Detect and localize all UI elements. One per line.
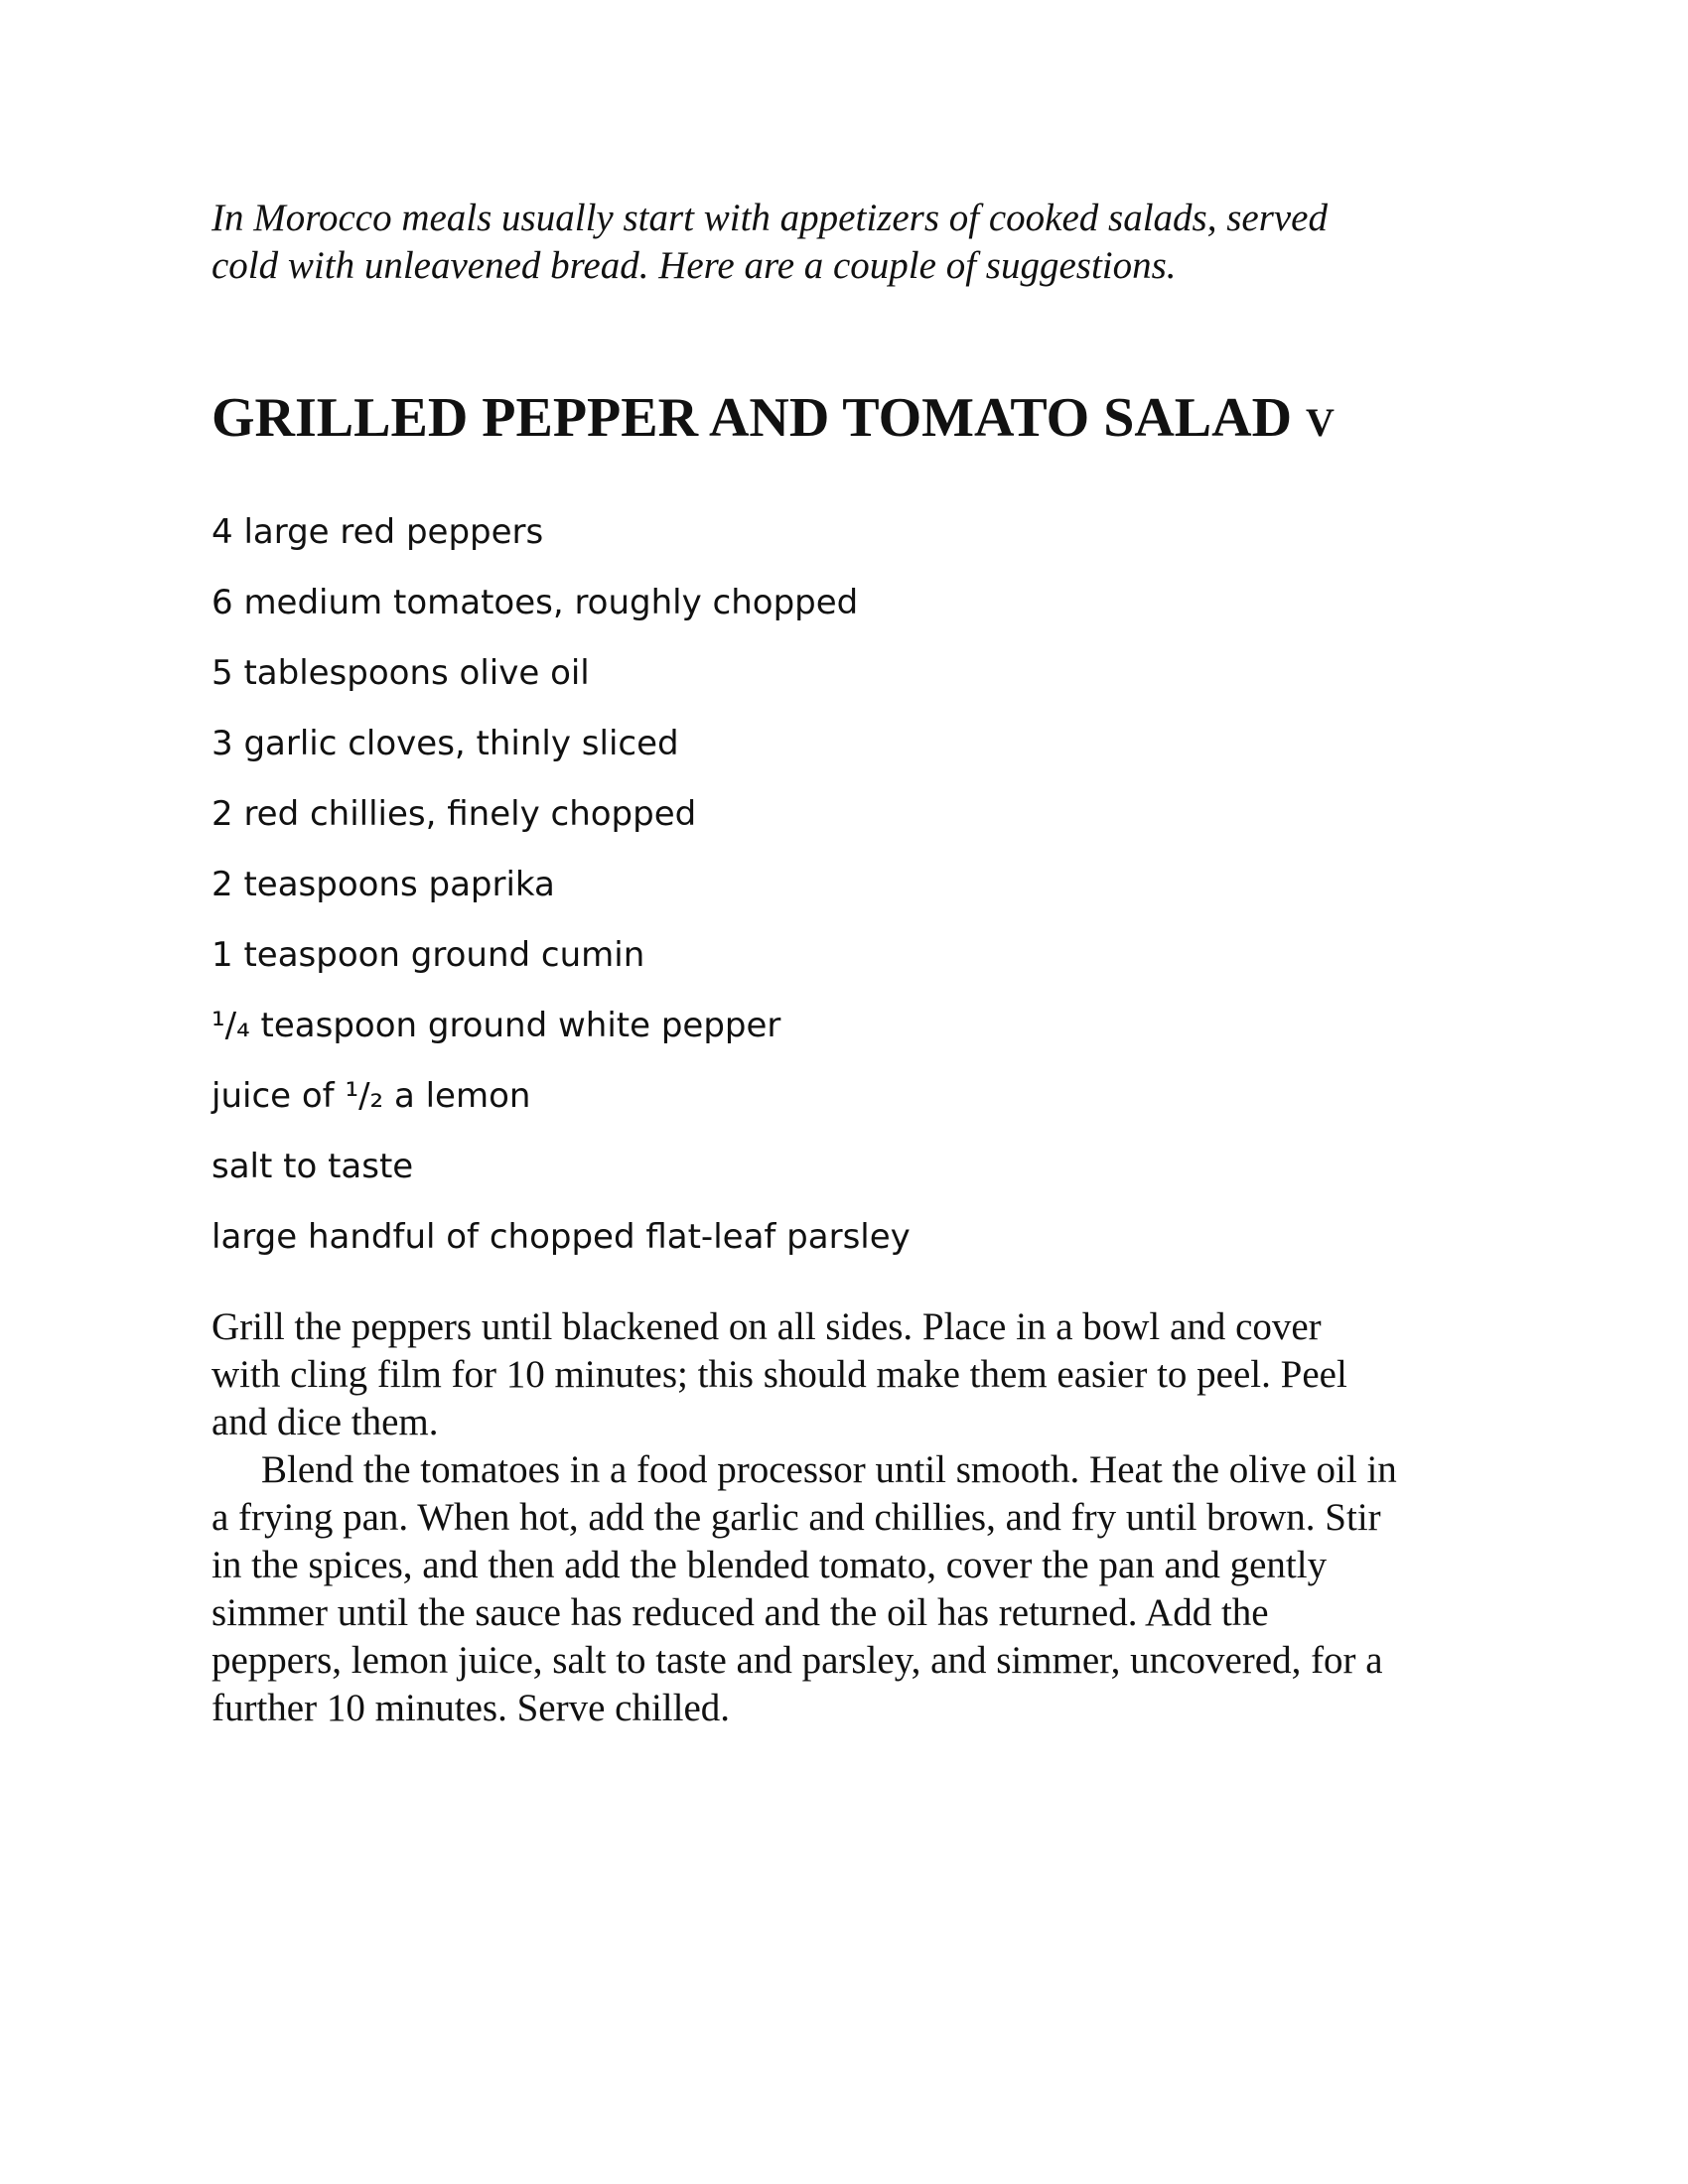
method-line: in the spices, and then add the blended tomato, cover the pan and gently <box>211 1544 1328 1586</box>
method-paragraph <box>211 1303 1502 1446</box>
ingredient-item: 1 teaspoon ground cumin <box>211 935 645 975</box>
method-line: simmer until the sauce has reduced and the oil has returned. Add the <box>211 1591 1269 1634</box>
method-line: Blend the tomatoes in a food processor until smooth. Heat the olive oil in <box>261 1448 1397 1491</box>
method-section <box>211 1303 1502 1732</box>
vegetarian-mark: V <box>1306 400 1335 445</box>
recipe-title-text: GRILLED PEPPER AND TOMATO SALAD <box>211 387 1293 449</box>
ingredient-item: juice of ¹/₂ a lemon <box>211 1076 531 1116</box>
ingredient-item: 6 medium tomatoes, roughly chopped <box>211 583 859 622</box>
method-line: Grill the peppers until blackened on all sides. Place in a bowl and cover <box>211 1305 1322 1348</box>
ingredient-item: 2 red chillies, finely chopped <box>211 794 697 834</box>
intro-line: cold with unleavened bread. Here are a couple of suggestions. <box>211 244 1177 287</box>
method-line: and dice them. <box>211 1401 439 1443</box>
method-line: with cling film for 10 minutes; this should make them easier to peel. Peel <box>211 1353 1347 1396</box>
intro-paragraph <box>211 195 1502 290</box>
ingredient-list <box>211 510 911 1286</box>
ingredient-item: 5 tablespoons olive oil <box>211 653 590 693</box>
ingredient-item: 4 large red peppers <box>211 512 544 552</box>
ingredient-item: large handful of chopped flat-leaf parsley <box>211 1217 911 1257</box>
ingredient-item: 2 teaspoons paprika <box>211 865 555 904</box>
ingredient-item: salt to taste <box>211 1147 414 1186</box>
method-paragraph <box>211 1446 1502 1732</box>
method-line: peppers, lemon juice, salt to taste and parsley, and simmer, uncovered, for a <box>211 1639 1383 1682</box>
method-line: a frying pan. When hot, add the garlic and chillies, and fry until brown. Stir <box>211 1496 1381 1539</box>
intro-line: In Morocco meals usually start with appetizers of cooked salads, served <box>211 197 1328 239</box>
recipe-page <box>211 195 1502 1729</box>
ingredient-item: ¹/₄ teaspoon ground white pepper <box>211 1006 781 1045</box>
method-line: further 10 minutes. Serve chilled. <box>211 1687 731 1729</box>
recipe-title <box>211 386 1335 455</box>
ingredient-item: 3 garlic cloves, thinly sliced <box>211 724 679 763</box>
